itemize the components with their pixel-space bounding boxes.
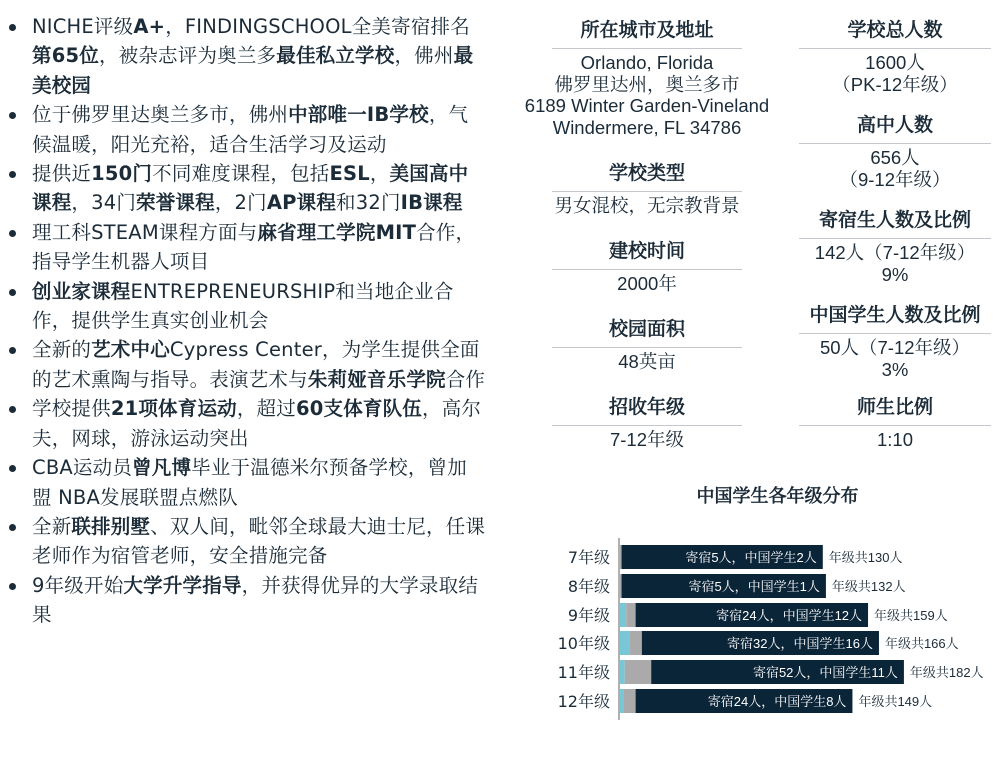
value-line: 50人（7-12年级）: [819, 337, 971, 358]
bullet-text: ，高尔夫，网球，游泳运动突出: [32, 397, 482, 450]
bar-segment: [620, 603, 626, 627]
info-title: 师生比例: [799, 395, 991, 426]
y-tick-label: 12年级: [557, 692, 610, 711]
bullet-text: 不同难度课程，包括: [152, 162, 330, 186]
bullet-text: ，FINDINGSCHOOL全美寄宿排名: [165, 15, 470, 38]
y-tick-label: 8年级: [567, 577, 610, 596]
value-line: 3%: [881, 358, 909, 380]
highlight-text: 创业家课程: [32, 279, 131, 303]
bar-inner-label: 寄宿5人，中国学生2人: [685, 550, 817, 565]
bar-segment: [625, 660, 652, 684]
highlight-text: 曾凡博: [132, 456, 192, 480]
bullet-text: ，: [369, 162, 390, 186]
bar-segment: [620, 631, 629, 655]
bar-total-label: 年级共166人: [884, 636, 959, 651]
highlight-text: 麻省理工学院MIT: [257, 220, 417, 244]
chart-title: 中国学生各年级分布: [696, 486, 859, 507]
bullet-text: ENTREPRENEURSHIP和当地企业合作，提供学生真实创业机会: [32, 279, 454, 333]
bar-segment: [629, 631, 641, 655]
bullet-text: 学校提供: [32, 397, 111, 421]
address-line: Windermere, FL 34786: [552, 116, 742, 138]
info-title: 所在城市及地址: [552, 18, 742, 49]
info-value: 7-12年级: [609, 429, 685, 450]
bullet-text: 理工科STEAM课程方面与: [32, 220, 258, 244]
info-title: 学校总人数: [799, 18, 991, 49]
value-line: 656人: [870, 147, 920, 168]
info-title: 寄宿生人数及比例: [799, 208, 991, 239]
highlight-text: 大学升学指导: [123, 573, 242, 597]
value-line: （9-12年级）: [839, 168, 951, 190]
info-title: 高中人数: [799, 113, 991, 144]
bullet-text: ，超过: [236, 397, 296, 421]
bar-segment: [620, 689, 623, 713]
bar-segment: [626, 603, 635, 627]
value-line: 142人（7-12年级）: [814, 242, 976, 263]
info-title: 中国学生人数及比例: [799, 303, 991, 334]
bar-total-label: 年级共149人: [858, 694, 933, 709]
bullet-text: 全新的: [32, 338, 92, 362]
bullet-text: 、双人间，毗邻全球最大迪士尼，任课老师作为宿管老师，安全措施完备: [32, 514, 486, 568]
highlight-text: 中部唯一IB学校: [288, 103, 429, 127]
bullet-text: 9年级开始: [32, 573, 124, 597]
value-line: 9%: [881, 263, 909, 285]
highlight-text: 第65位: [32, 44, 99, 68]
info-value: 男女混校，无宗教背景: [554, 195, 740, 216]
bullet-text: NICHE评级: [32, 15, 134, 38]
info-title: 建校时间: [552, 239, 742, 270]
bullet-text: CBA运动员: [32, 456, 133, 480]
bar-total-label: 年级共132人: [831, 579, 906, 594]
highlight-text: 60支体育队伍: [295, 397, 423, 421]
info-title: 校园面积: [552, 317, 742, 348]
bar-segment: [620, 545, 622, 569]
highlight-text: 美国高中课程: [32, 162, 469, 215]
value-line: （PK-12年级）: [832, 73, 958, 95]
bullet-text: 合作: [445, 367, 486, 391]
info-value: 48英亩: [618, 351, 676, 372]
bullet-text: ，34门: [71, 191, 137, 215]
highlight-text: 联排别墅: [71, 514, 151, 538]
bar-inner-label: 寄宿52人，中国学生11人: [752, 665, 898, 680]
highlight-text: IB课程: [400, 191, 463, 215]
highlight-text: 荣誉课程: [136, 191, 215, 215]
value-line: 1600人: [865, 52, 925, 73]
bullet-text: ，佛州: [394, 44, 454, 68]
highlight-text: AP课程: [266, 191, 337, 215]
address-line: 佛罗里达州，奥兰多市: [554, 73, 740, 95]
highlight-text: ESL: [329, 162, 370, 186]
bullet-text: Cypress Center，为学生提供全面的艺术熏陶与指导。表演艺术与: [32, 338, 480, 391]
bar-segment: [620, 574, 622, 598]
bullet-text: ，2门: [214, 191, 267, 215]
bullet-text: 和32门: [336, 191, 401, 215]
address-line: 6189 Winter Garden-Vineland: [524, 95, 770, 116]
highlight-text: 最美校园: [32, 44, 474, 97]
bar-segment: [623, 689, 635, 713]
bar-inner-label: 寄宿32人，中国学生16人: [727, 636, 873, 651]
highlight-text: 艺术中心: [91, 338, 170, 362]
bullet-text: 位于佛罗里达奥兰多市，佛州: [32, 103, 289, 127]
bullet-text: 全新: [32, 514, 72, 538]
y-tick-label: 7年级: [567, 548, 610, 567]
bullet-text: 提供近: [32, 162, 92, 186]
bar-inner-label: 寄宿5人，中国学生1人: [688, 579, 820, 594]
y-tick-label: 11年级: [557, 663, 610, 682]
highlight-text: 朱莉娅音乐学院: [307, 367, 446, 391]
highlight-text: A+: [133, 15, 166, 38]
y-tick-label: 9年级: [567, 606, 610, 625]
bar-inner-label: 寄宿24人，中国学生8人: [707, 694, 847, 709]
highlight-text: 最佳私立学校: [276, 44, 395, 68]
highlight-text: 21项体育运动: [110, 397, 237, 421]
info-value: 2000年: [617, 273, 677, 294]
info-title: 招收年级: [552, 395, 742, 426]
bullet-text: ，并获得优异的大学录取结果: [32, 573, 479, 627]
bar-total-label: 年级共182人: [909, 665, 984, 680]
bullet-text: ，气候温暖，阳光充裕，适合生活学习及运动: [32, 103, 469, 156]
info-title: 学校类型: [552, 161, 742, 192]
bullet-text: 毕业于温德米尔预备学校，曾加盟 NBA发展联盟点燃队: [32, 456, 467, 509]
bullet-text: ，被杂志评为奥兰多: [98, 44, 277, 68]
info-value: 1:10: [876, 429, 913, 450]
y-tick-label: 10年级: [557, 634, 610, 653]
highlight-text: 150门: [91, 162, 153, 186]
address-line: Orlando, Florida: [580, 52, 714, 73]
bar-total-label: 年级共159人: [874, 608, 948, 623]
bar-inner-label: 寄宿24人，中国学生12人: [716, 608, 863, 623]
bullet-text: 合作，指导学生机器人项目: [32, 220, 476, 274]
bar-total-label: 年级共130人: [828, 550, 903, 565]
bar-segment: [620, 660, 625, 684]
